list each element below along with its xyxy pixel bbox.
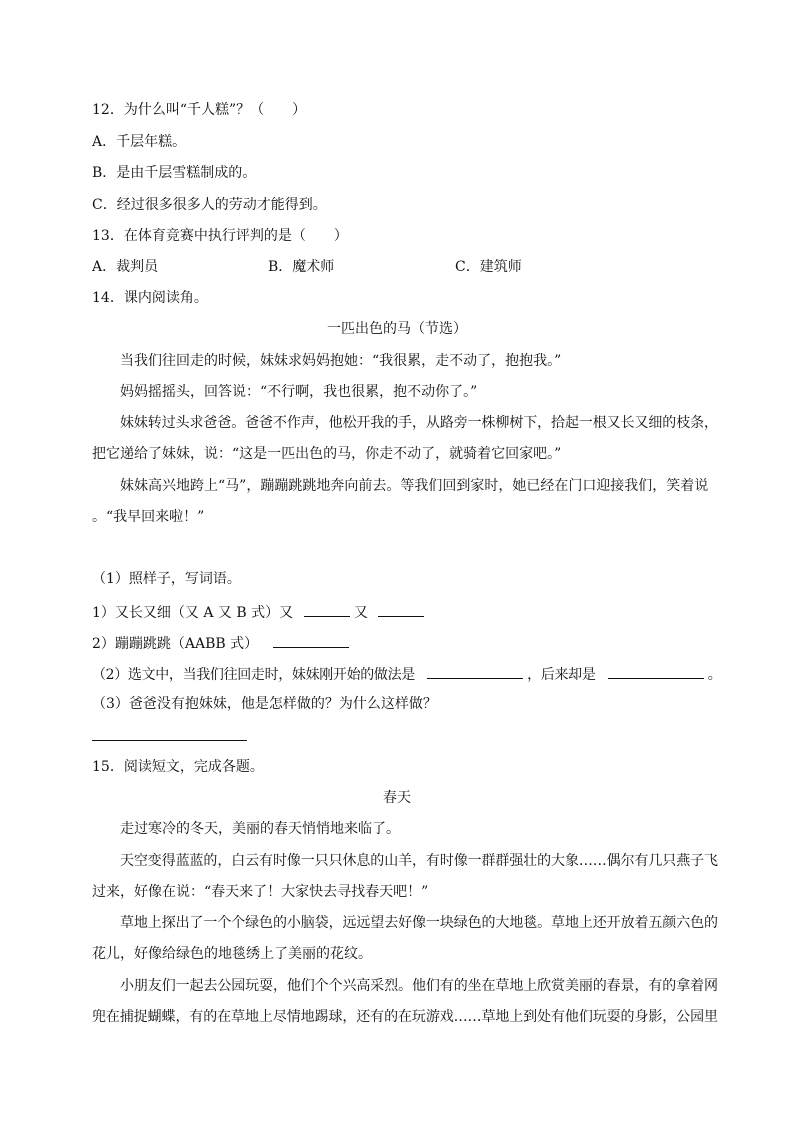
q13-option-b[interactable]: B．魔术师 xyxy=(268,259,335,275)
q14-sub1-stem: （1）照样子，写词语。 xyxy=(92,571,241,587)
q13-option-c[interactable]: C．建筑师 xyxy=(455,259,522,275)
q15-paragraph-4-line-1: 小朋友们一起去公园玩耍，他们个个兴高采烈。他们有的坐在草地上欣赏美丽的春景，有的拿着网 xyxy=(120,978,718,994)
q14-paragraph-3-line-2: 把它递给了妹妹，说：“这是一匹出色的马，你走不动了，就骑着它回家吧。” xyxy=(92,446,562,462)
q15-paragraph-2-line-1: 天空变得蓝蓝的，白云有时像一只只休息的山羊，有时像一群群强壮的大象……偶尔有几只燕子飞 xyxy=(120,853,718,869)
q14-sub2 xyxy=(92,664,721,684)
q15-paragraph-2-line-2: 过来，好像在说：“春天来了！大家快去寻找春天吧！” xyxy=(92,884,429,900)
q15-paragraph-4-line-2: 兜在捕捉蝴蝶，有的在草地上尽情地踢球，还有的在玩游戏……草地上到处有他们玩耍的身影，公园里 xyxy=(92,1009,718,1025)
q14-paragraph-3-line-1: 妹妹转过头求爸爸。爸爸不作声，他松开我的手，从路旁一株柳树下，拾起一根又长又细的枝条， xyxy=(120,415,718,431)
q14-sub2-end: 。 xyxy=(707,667,722,683)
q14-stem: 14．课内阅读角。 xyxy=(92,290,208,306)
answer-blank[interactable] xyxy=(427,664,523,679)
answer-blank[interactable] xyxy=(304,602,350,617)
q15-passage-title: 春天 xyxy=(383,790,411,806)
q14-paragraph-4-line-1: 妹妹高兴地跨上“马”，蹦蹦跳跳地奔向前去。等我们回到家时，她已经在门口迎接我们，笑着说 xyxy=(120,478,709,494)
q14-sub3: （3）爸爸没有抱妹妹，他是怎样做的？为什么这样做？ xyxy=(92,696,437,712)
q14-paragraph-4-line-2: 。“我早回来啦！” xyxy=(92,509,205,525)
q14-sub1-item-2-prefix: 2）蹦蹦跳跳（AABB 式） xyxy=(92,636,259,652)
q12-option-b[interactable]: B．是由千层雪糕制成的。 xyxy=(92,165,257,181)
q14-sub1-item-1 xyxy=(92,602,424,622)
q14-passage-title: 一匹出色的马（节选） xyxy=(327,321,467,337)
q14-sub2-prefix: （2）选文中，当我们往回走时，妹妹刚开始的做法是 xyxy=(92,667,415,683)
answer-line[interactable] xyxy=(92,740,247,741)
q15-paragraph-3-line-1: 草地上探出了一个个绿色的小脑袋，远远望去好像一块绿色的大地毯。草地上还开放着五颜六色的 xyxy=(120,915,718,931)
q15-paragraph-1: 走过寒冷的冬天，美丽的春天悄悄地来临了。 xyxy=(120,821,400,837)
q14-sub1-item-1-mid: 又 xyxy=(354,605,369,621)
q15-paragraph-3-line-2: 花儿，好像给绿色的地毯绣上了美丽的花纹。 xyxy=(92,946,372,962)
q14-paragraph-1: 当我们往回走的时候，妹妹求妈妈抱她：“我很累，走不动了，抱抱我。” xyxy=(120,353,562,369)
q14-paragraph-2: 妈妈摇摇头，回答说：“不行啊，我也很累，抱不动你了。” xyxy=(120,384,478,400)
answer-blank[interactable] xyxy=(378,602,424,617)
q12-stem: 12．为什么叫“千人糕”？（ ） xyxy=(92,102,307,118)
q12-option-c[interactable]: C．经过很多很多人的劳动才能得到。 xyxy=(92,197,327,213)
q15-stem: 15．阅读短文，完成各题。 xyxy=(92,759,264,775)
answer-blank[interactable] xyxy=(273,633,349,648)
answer-blank[interactable] xyxy=(608,664,704,679)
q14-sub2-mid: ，后来却是 xyxy=(527,667,596,683)
q13-option-a[interactable]: A．裁判员 xyxy=(92,259,159,275)
q13-stem: 13．在体育竞赛中执行评判的是（ ） xyxy=(92,228,348,244)
q12-option-a[interactable]: A．千层年糕。 xyxy=(92,134,187,150)
q14-sub1-item-1-prefix: 1）又长又细（又 A 又 B 式）又 xyxy=(92,605,294,621)
q14-sub1-item-2 xyxy=(92,633,349,653)
